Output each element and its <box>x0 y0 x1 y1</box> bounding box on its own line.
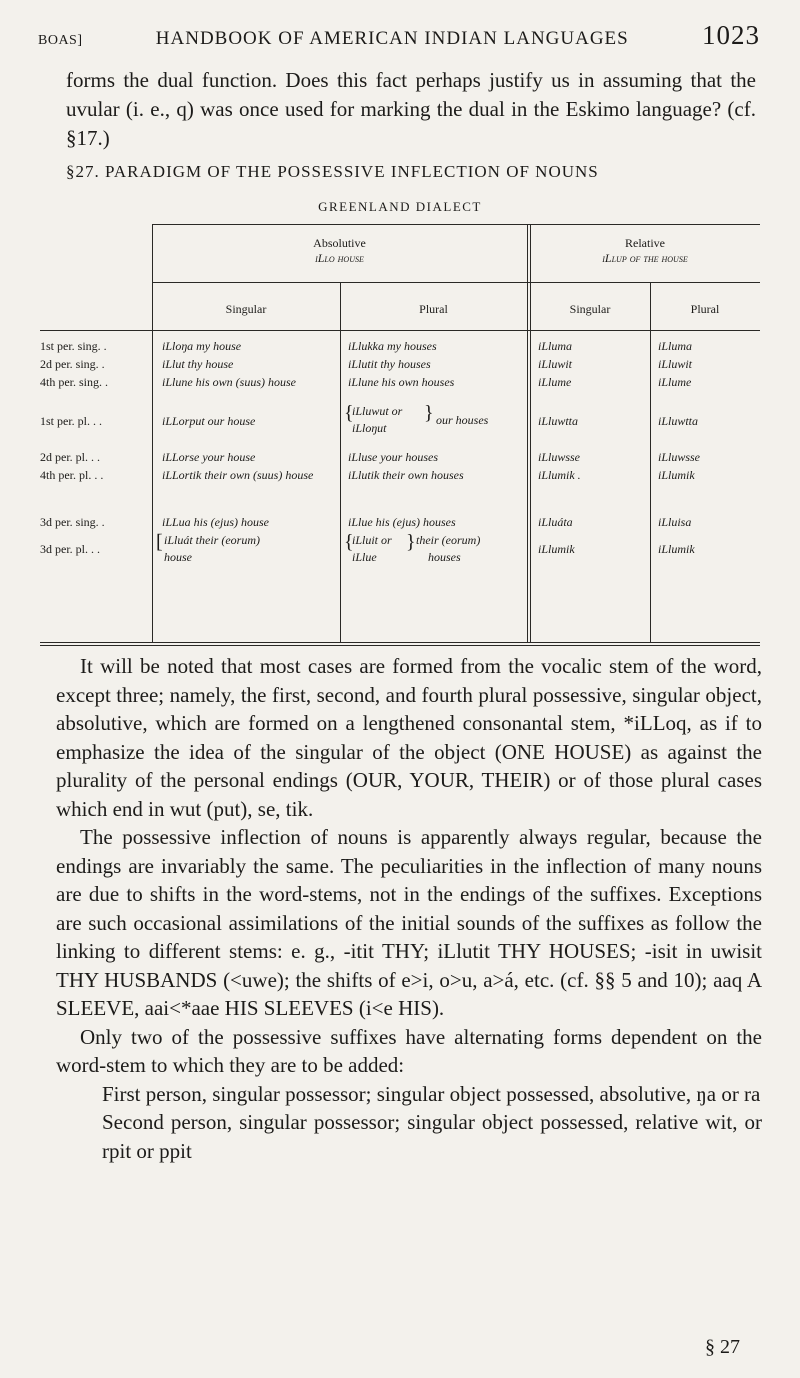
col-header-abs-plural: Plural <box>419 302 448 316</box>
row-label: 2d per. pl. . . <box>40 450 100 464</box>
col-header-abs-singular: Singular <box>225 302 267 316</box>
col-header-rel-singular: Singular <box>569 302 611 316</box>
form-line-b: house <box>164 550 192 564</box>
alt-form-b: iLloŋut <box>352 421 387 435</box>
relative-label: Relative <box>625 236 665 250</box>
cell-abs-sg: iLlune his own (suus) house <box>162 375 297 389</box>
relative-sub-label: iLlup of the house <box>602 251 688 265</box>
cell-abs-sg: iLLortik their own (suus) house <box>162 468 314 482</box>
absolutive-header <box>152 236 527 266</box>
left-brace: [ <box>156 531 163 553</box>
form-line-a: iLluát their (eorum) <box>164 533 260 547</box>
cell-rel-pl: iLluwsse <box>658 450 701 464</box>
cell-rel-sg: iLluwit <box>538 357 573 371</box>
row-label: 3d per. sing. . <box>40 515 105 529</box>
row-label: 1st per. sing. . <box>40 339 107 353</box>
gloss: our houses <box>436 413 489 427</box>
cell-abs-sg: iLlut thy house <box>162 357 234 371</box>
col-header-rel-plural: Plural <box>690 302 720 316</box>
right-brace: } <box>424 402 434 424</box>
dialect-heading: GREENLAND DIALECT <box>318 199 482 214</box>
row-label: 1st per. pl. . . <box>40 414 102 428</box>
cell-rel-pl: iLluisa <box>658 515 692 529</box>
paragraph: The possessive inflection of nouns is apparently always regular, because the endings are invariably the same. The peculiarities in the inflection of many nouns are due to shifts in the word-stems, not in the endings of the suffixes. Exceptions are such occasional assimilations of the initial sounds of the suffixes as follow the linking to different stems: e. g., -itit THY; iLlutit THY HOUSES; -isit in uwisit THY HUSBANDS (<uwe); the shifts of e>i, o>u, a>á, etc. (cf. §§ 5 and 10); aaq A SLEEVE, aai<*aae HIS SLEEVES (i<e HIS). <box>56 825 762 1020</box>
absolutive-sub-label: iLlo house <box>315 251 364 265</box>
alt-form-a: iLluit or <box>352 533 392 547</box>
right-brace: } <box>406 531 416 553</box>
cell-rel-pl: iLluwtta <box>658 414 699 428</box>
cell-abs-sg <box>156 533 338 569</box>
section-heading: §27. PARADIGM OF THE POSSESSIVE INFLECTION OF NOUNS <box>66 162 599 181</box>
cell-abs-pl: iLluse your houses <box>348 450 438 464</box>
relative-header <box>530 236 760 266</box>
cell-abs-pl <box>344 533 526 569</box>
cell-rel-pl: iLlumik <box>658 468 695 482</box>
cell-abs-pl: iLlukka my houses <box>348 339 437 353</box>
list-item: First person, singular possessor; singular object possessed, absolutive, ŋa or ra <box>102 1081 761 1106</box>
cell-rel-sg: iLluwtta <box>538 414 579 428</box>
top-paragraph: forms the dual function. Does this fact perhaps justify us in assuming that the uvular (i. e., q) was once used for marking the dual in the Eskimo language? (cf. §17.) <box>66 68 756 150</box>
section-footer: § 27 <box>705 1336 740 1358</box>
cell-rel-sg: iLlume <box>538 375 572 389</box>
cell-rel-sg: iLluáta <box>538 515 573 529</box>
running-head-left: BOAS] <box>38 33 83 48</box>
row-label: 3d per. pl. . . <box>40 542 100 556</box>
paragraph: Only two of the possessive suffixes have alternating forms dependent on the word-stem to which they are to be added: <box>56 1024 762 1077</box>
page-number: 1023 <box>702 20 760 50</box>
gloss-a: their (eorum) <box>416 533 481 547</box>
paradigm-table <box>40 224 760 644</box>
row-label: 2d per. sing. . <box>40 357 105 371</box>
cell-abs-pl: iLlutik their own houses <box>348 468 464 482</box>
cell-rel-sg: iLluma <box>538 339 573 353</box>
gloss-b: houses <box>428 550 461 564</box>
cell-abs-sg: iLLorput our house <box>162 414 256 428</box>
cell-rel-sg: iLluwsse <box>538 450 581 464</box>
cell-abs-sg: iLLua his (ejus) house <box>162 515 270 529</box>
cell-abs-pl: iLlue his (ejus) houses <box>348 515 456 529</box>
cell-rel-pl: iLluma <box>658 339 693 353</box>
left-brace: { <box>344 531 354 553</box>
alt-form-b: iLlue <box>352 550 377 564</box>
body-text <box>56 652 762 1165</box>
cell-abs-sg: iLloŋa my house <box>162 339 242 353</box>
cell-rel-pl: iLluwit <box>658 357 693 371</box>
left-brace: { <box>344 402 354 424</box>
running-head-title: HANDBOOK OF AMERICAN INDIAN LANGUAGES <box>155 28 629 49</box>
alt-form-a: iLluwut or <box>352 404 403 418</box>
cell-abs-pl: iLlutit thy houses <box>348 357 431 371</box>
row-label: 4th per. sing. . <box>40 375 108 389</box>
cell-rel-pl: iLlumik <box>658 542 695 556</box>
cell-rel-sg: iLlumik . <box>538 468 581 482</box>
paragraph: It will be noted that most cases are formed from the vocalic stem of the word, except three; namely, the first, second, and fourth plural possessive, singular object, absolutive, which are formed on a lengthened consonantal stem, *iLLoq, as if to emphasize the idea of the singular of the object (ONE HOUSE) as against the plurality of the personal endings (OUR, YOUR, THEIR) or of those plural cases which end in wut (put), se, tik. <box>56 654 762 821</box>
cell-rel-sg: iLlumik <box>538 542 575 556</box>
list-item: Second person, singular possessor; singular object possessed, relative wit, or rpit or ppit <box>102 1110 762 1163</box>
row-label: 4th per. pl. . . <box>40 468 104 482</box>
cell-abs-sg: iLLorse your house <box>162 450 256 464</box>
running-head <box>38 20 760 54</box>
cell-abs-pl <box>344 404 526 440</box>
absolutive-label: Absolutive <box>313 236 366 250</box>
cell-abs-pl: iLlune his own houses <box>348 375 455 389</box>
cell-rel-pl: iLlume <box>658 375 692 389</box>
